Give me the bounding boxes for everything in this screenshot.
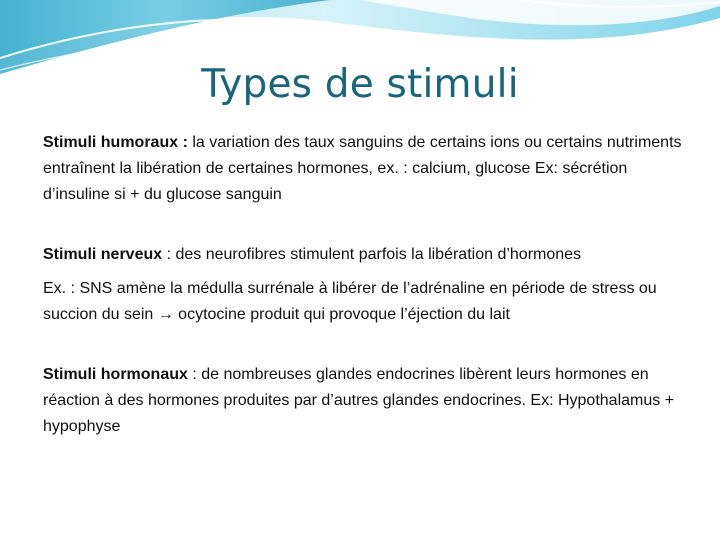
term-humoral: Stimuli humoraux : (43, 134, 188, 151)
paragraph-nervous-example (43, 276, 683, 328)
text-humoral: la variation des taux sanguins de certains ions ou certains nutriments entraînent la libération de certaines hormones, ex. : calcium, glucose Ex: sécrétion d’insuline si + du glucose sanguin (43, 134, 682, 203)
paragraph-humoral-stimuli (43, 130, 683, 208)
paragraph-nervous-stimuli (43, 242, 683, 268)
text-nervous-example: Ex. : SNS amène la médulla surrénale à libérer de l’adrénaline en période de stress ou succion du sein → ocytocine produit qui provoque l’éjection du lait (43, 280, 657, 323)
slide-title: Types de stimuli (201, 62, 519, 107)
text-hormonal: : de nombreuses glandes endocrines libèrent leurs hormones en réaction à des hormones produites par d’autres glandes endocrines. Ex: Hypothalamus + hypophyse (43, 366, 675, 435)
term-hormonal: Stimuli hormonaux (43, 366, 188, 383)
term-nervous: Stimuli nerveux (43, 246, 163, 263)
paragraph-hormonal-stimuli (43, 362, 683, 440)
slide-body (43, 130, 683, 440)
text-nervous: : des neurofibres stimulent parfois la libération d’hormones (162, 246, 582, 263)
